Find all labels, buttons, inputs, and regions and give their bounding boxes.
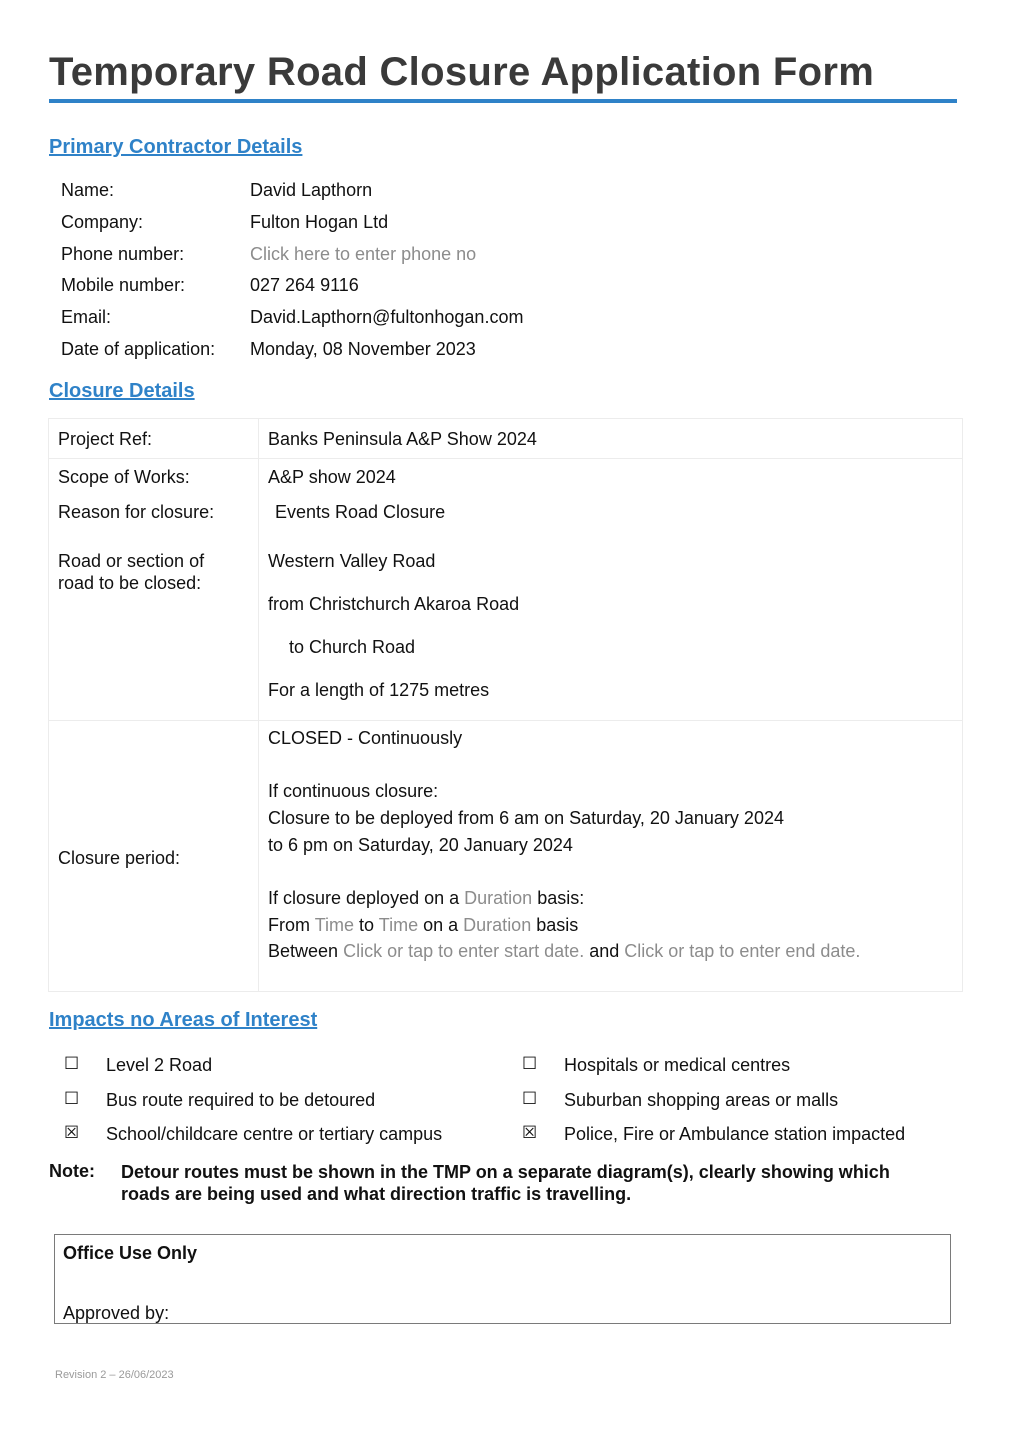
- road-section-label: Road or section of: [58, 551, 205, 571]
- checkbox-label: Level 2 Road: [106, 1055, 213, 1075]
- company-label: Company:: [61, 212, 144, 232]
- table-column-divider: [258, 418, 259, 992]
- road-length-field[interactable]: For a length of 1275 metres: [268, 680, 490, 700]
- on-a-text: on a: [423, 915, 459, 935]
- primary-contractor-heading: Primary Contractor Details: [49, 136, 303, 158]
- date-of-application-label: Date of application:: [61, 339, 216, 359]
- note-label: Note:: [49, 1161, 95, 1181]
- checkbox-label: Police, Fire or Ambulance station impacted: [564, 1124, 906, 1144]
- closure-period-label: Closure period:: [58, 848, 181, 868]
- road-section-label: road to be closed:: [58, 573, 202, 593]
- table-border-left: [48, 418, 49, 992]
- road-from-field[interactable]: from Christchurch Akaroa Road: [268, 594, 520, 614]
- table-border-top: [48, 418, 963, 419]
- date-of-application-field[interactable]: Monday, 08 November 2023: [250, 339, 476, 359]
- closure-details-heading: Closure Details: [49, 380, 195, 402]
- to-text: to: [359, 915, 375, 935]
- email-label: Email:: [61, 307, 112, 327]
- continuous-from-text: Closure to be deployed from 6 am on Saturday, 20 January 2024: [268, 808, 784, 828]
- reason-field[interactable]: Events Road Closure: [275, 502, 446, 522]
- duration-field[interactable]: Duration: [464, 888, 533, 908]
- phone-field[interactable]: Click here to enter phone no: [250, 244, 477, 264]
- checkbox-emergency-station[interactable]: ☒: [522, 1123, 538, 1142]
- road-to-field[interactable]: to Church Road: [289, 637, 416, 657]
- approved-by-label: Approved by:: [63, 1303, 170, 1323]
- checkbox-school-childcare[interactable]: ☒: [64, 1123, 80, 1142]
- company-field[interactable]: Fulton Hogan Ltd: [250, 212, 389, 232]
- end-date-field[interactable]: Click or tap to enter end date.: [624, 941, 861, 961]
- table-border-right: [962, 418, 963, 992]
- phone-label: Phone number:: [61, 244, 185, 264]
- and-text: and: [589, 941, 620, 961]
- scope-label: Scope of Works:: [58, 467, 190, 487]
- continuous-to-text: to 6 pm on Saturday, 20 January 2024: [268, 835, 573, 855]
- page-title: Temporary Road Closure Application Form: [49, 50, 875, 94]
- basis-text: basis: [536, 915, 579, 935]
- reason-label: Reason for closure:: [58, 502, 215, 522]
- checkbox-shopping-areas[interactable]: ☐: [522, 1089, 538, 1108]
- start-time-field[interactable]: Time: [314, 915, 355, 935]
- checkbox-label: School/childcare centre or tertiary campus: [106, 1124, 443, 1144]
- table-border-bottom: [48, 991, 963, 992]
- email-field[interactable]: David.Lapthorn@fultonhogan.com: [250, 307, 524, 327]
- revision-footer: Revision 2 – 26/06/2023: [55, 1369, 174, 1381]
- project-ref-field[interactable]: Banks Peninsula A&P Show 2024: [268, 429, 537, 449]
- office-use-heading: Office Use Only: [63, 1243, 198, 1263]
- checkbox-label: Hospitals or medical centres: [564, 1055, 791, 1075]
- impacts-heading: Impacts no Areas of Interest: [49, 1009, 318, 1031]
- duration-field-2[interactable]: Duration: [463, 915, 532, 935]
- checkbox-label: Bus route required to be detoured: [106, 1090, 376, 1110]
- from-text: From: [268, 915, 310, 935]
- checkbox-level-2-road[interactable]: ☐: [64, 1054, 80, 1073]
- duration-intro-text: If closure deployed on a: [268, 888, 460, 908]
- end-time-field[interactable]: Time: [378, 915, 419, 935]
- name-field[interactable]: David Lapthorn: [250, 180, 373, 200]
- start-date-field[interactable]: Click or tap to enter start date.: [343, 941, 585, 961]
- project-ref-label: Project Ref:: [58, 429, 153, 449]
- duration-time-line: [268, 914, 578, 936]
- between-text: Between: [268, 941, 339, 961]
- table-row-divider: [48, 720, 963, 721]
- title-underline: [49, 99, 957, 103]
- road-name-field[interactable]: Western Valley Road: [268, 551, 436, 571]
- closure-status-field[interactable]: CLOSED - Continuously: [268, 728, 463, 748]
- name-label: Name:: [61, 180, 115, 200]
- scope-field[interactable]: A&P show 2024: [268, 467, 396, 487]
- note-text: Detour routes must be shown in the TMP on a separate diagram(s), clearly showing which roads are being used and what direction traffic is travelling.: [121, 1162, 890, 1204]
- checkbox-bus-route[interactable]: ☐: [64, 1089, 80, 1108]
- table-row-divider: [48, 458, 963, 459]
- mobile-label: Mobile number:: [61, 275, 186, 295]
- checkbox-hospitals[interactable]: ☐: [522, 1054, 538, 1073]
- duration-basis-line: [268, 887, 584, 909]
- duration-basis-text: basis:: [537, 888, 585, 908]
- checkbox-label: Suburban shopping areas or malls: [564, 1090, 839, 1110]
- mobile-field[interactable]: 027 264 9116: [250, 275, 359, 295]
- continuous-closure-heading: If continuous closure:: [268, 781, 439, 801]
- duration-dates-line: [268, 940, 860, 962]
